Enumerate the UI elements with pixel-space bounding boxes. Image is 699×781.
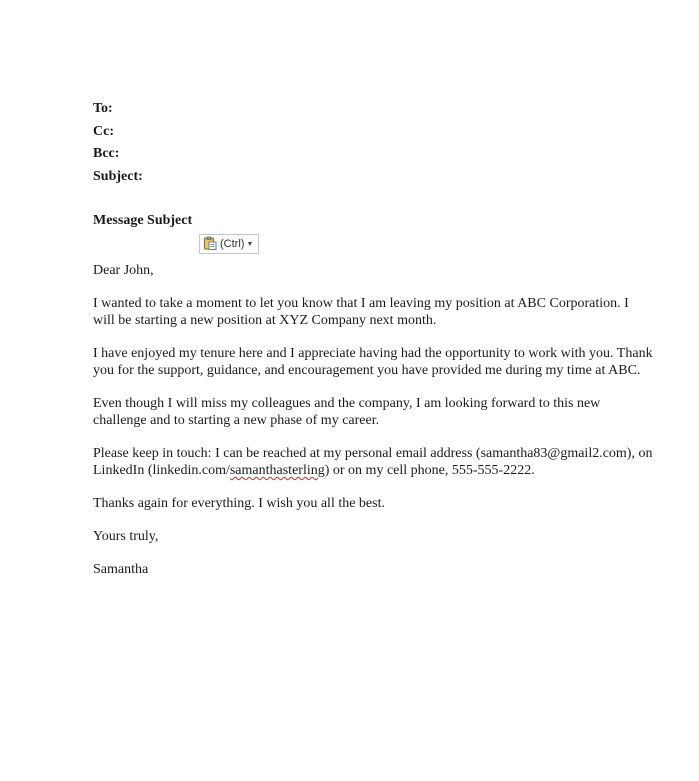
signature: Samantha: [93, 562, 149, 577]
paragraph-gratitude: I have enjoyed my tenure here and I appreciate having had the opportunity to work with you. Thank you for the support, guidance, and encouragement you have provided me during my time at ABC.: [93, 346, 653, 378]
message-subject: Message Subject: [93, 213, 193, 228]
paragraph-thanks: Thanks again for everything. I wish you all the best.: [93, 496, 385, 511]
email-header-fields: [93, 100, 143, 190]
chevron-down-icon: ▼: [246, 240, 254, 248]
misspelled-word[interactable]: samanthasterling: [229, 463, 325, 478]
closing: Yours truly,: [93, 529, 159, 544]
paragraph-contact: [93, 445, 653, 479]
subject-field-label[interactable]: Subject:: [93, 168, 143, 184]
paste-options-label: (Ctrl): [220, 238, 245, 250]
cc-field-label[interactable]: Cc:: [93, 123, 114, 139]
greeting: Dear John,: [93, 263, 154, 278]
bcc-field-label[interactable]: Bcc:: [93, 146, 120, 161]
to-field-label[interactable]: To:: [93, 101, 113, 116]
letter-body: [93, 262, 653, 594]
contact-text-start: Please keep in touch: I can be reached at my personal email address (samantha83@gmail2.com), on LinkedIn (linkedin.com/: [93, 446, 653, 478]
contact-text-end: ) or on my cell phone, 555-555-2222.: [324, 463, 535, 478]
paragraph-next-steps: Even though I will miss my colleagues and the company, I am looking forward to this new challenge and to starting a new phase of my career.: [93, 396, 601, 428]
paste-options-button[interactable]: [199, 234, 259, 254]
clipboard-icon: [203, 236, 217, 253]
paragraph-announcement: I wanted to take a moment to let you know that I am leaving my position at ABC Corporation. I will be starting a new position at XYZ Company next month.: [93, 296, 629, 328]
